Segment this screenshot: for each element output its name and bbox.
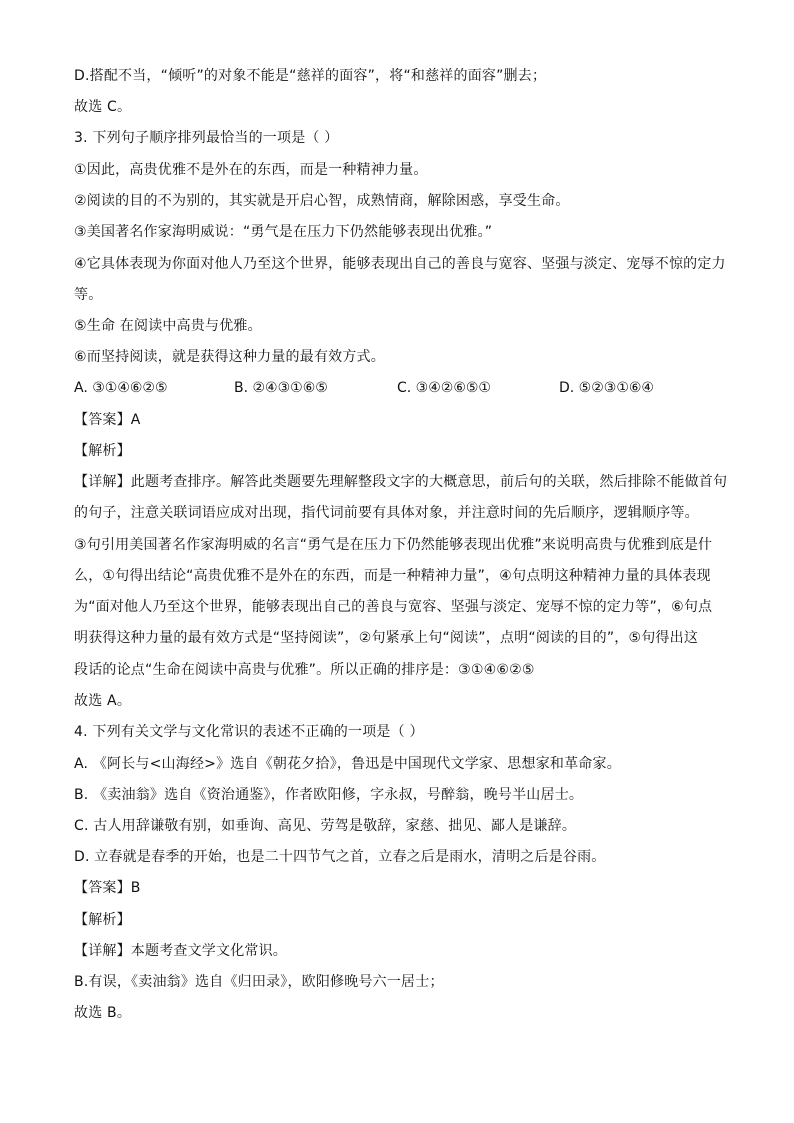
option-a: A. 《阿长与<山海经>》选自《朝花夕拾》，鲁迅是中国现代文学家、思想家和革命家。 <box>74 756 621 772</box>
option-a: A. ③①④⑥②⑤ <box>74 380 168 396</box>
option-b: B. 《卖油翁》选自《资治通鉴》，作者欧阳修，字永叔，号醉翁，晚号半山居士。 <box>74 787 584 803</box>
sentence-5: ⑤生命 在阅读中高贵与优雅。 <box>74 318 262 334</box>
detail-line: B.有误，《卖油翁》选自《归田录》，欧阳修晚号六一居士； <box>74 974 444 990</box>
sentence-6: ⑥而坚持阅读，就是获得这种力量的最有效方式。 <box>74 349 385 365</box>
text-line: D.搭配不当，“倾听”的对象不能是“慈祥的面容”，将“和慈祥的面容”删去； <box>74 68 547 84</box>
detail-line: 的句子，注意关联词语应成对出现，指代词前要有具体对象，并注意时间的先后顺序，逻辑顺序等。 <box>74 505 699 521</box>
detail-line: ③句引用美国著名作家海明威的名言“勇气是在压力下仍然能够表现出优雅”来说明高贵与优雅到底是什 <box>74 537 713 553</box>
sentence-2: ②阅读的目的不为别的，其实就是开启心智，成熟情商，解除困惑，享受生命。 <box>74 193 570 209</box>
detail-line: 【详解】此题考查排序。解答此类题要先理解整段文字的大概意思，前后句的关联，然后排除不能做首句 <box>74 474 728 490</box>
conclusion-line: 故选 A。 <box>74 693 132 709</box>
option-c: C. 古人用辞谦敬有别，如垂询、高见、劳驾是敬辞，家慈、拙见、鄙人是谦辞。 <box>74 818 577 834</box>
sentence-4: ④它具体表现为你面对他人乃至这个世界，能够表现出自己的善良与宽容、坚强与淡定、宠辱不惊的定力 <box>74 256 726 272</box>
option-c: C. ③④②⑥⑤① <box>397 380 491 396</box>
option-b: B. ②④③①⑥⑤ <box>234 380 328 396</box>
detail-line: 为“面对他人乃至这个世界，能够表现出自己的善良与宽容、坚强与淡定、宠辱不惊的定力等”，⑥句点 <box>74 599 713 615</box>
sentence-4-cont: 等。 <box>74 287 103 303</box>
detail-line: 么，①句得出结论“高贵优雅不是外在的东西，而是一种精神力量”，④句点明这种精神力量的具体表现 <box>74 568 711 584</box>
option-d: D. ⑤②③①⑥④ <box>559 380 654 396</box>
detail-line: 段话的论点“生命在阅读中高贵与优雅”。所以正确的排序是：③①④⑥②⑤ <box>74 662 535 678</box>
detail-line: 【详解】本题考查文学文化常识。 <box>74 943 287 959</box>
analysis-label: 【解析】 <box>74 443 131 459</box>
answer-label: 【答案】B <box>74 880 141 896</box>
sentence-1: ①因此，高贵优雅不是外在的东西，而是一种精神力量。 <box>74 162 428 178</box>
sentence-3: ③美国著名作家海明威说：“勇气是在压力下仍然能够表现出优雅。” <box>74 224 493 240</box>
answer-label: 【答案】A <box>74 412 141 428</box>
question-3-stem: 3. 下列句子顺序排列最恰当的一项是（ ） <box>74 130 339 146</box>
detail-line: 明获得这种力量的最有效方式是“坚持阅读”，②句紧承上句“阅读”，点明“阅读的目的”，⑤句得出这 <box>74 630 699 646</box>
question-4-stem: 4. 下列有关文学与文化常识的表述不正确的一项是（ ） <box>74 724 424 740</box>
option-d: D. 立春就是春季的开始，也是二十四节气之首，立春之后是雨水，清明之后是谷雨。 <box>74 849 606 865</box>
text-line: 故选 C。 <box>74 99 132 115</box>
analysis-label: 【解析】 <box>74 912 131 928</box>
conclusion-line: 故选 B。 <box>74 1005 132 1021</box>
